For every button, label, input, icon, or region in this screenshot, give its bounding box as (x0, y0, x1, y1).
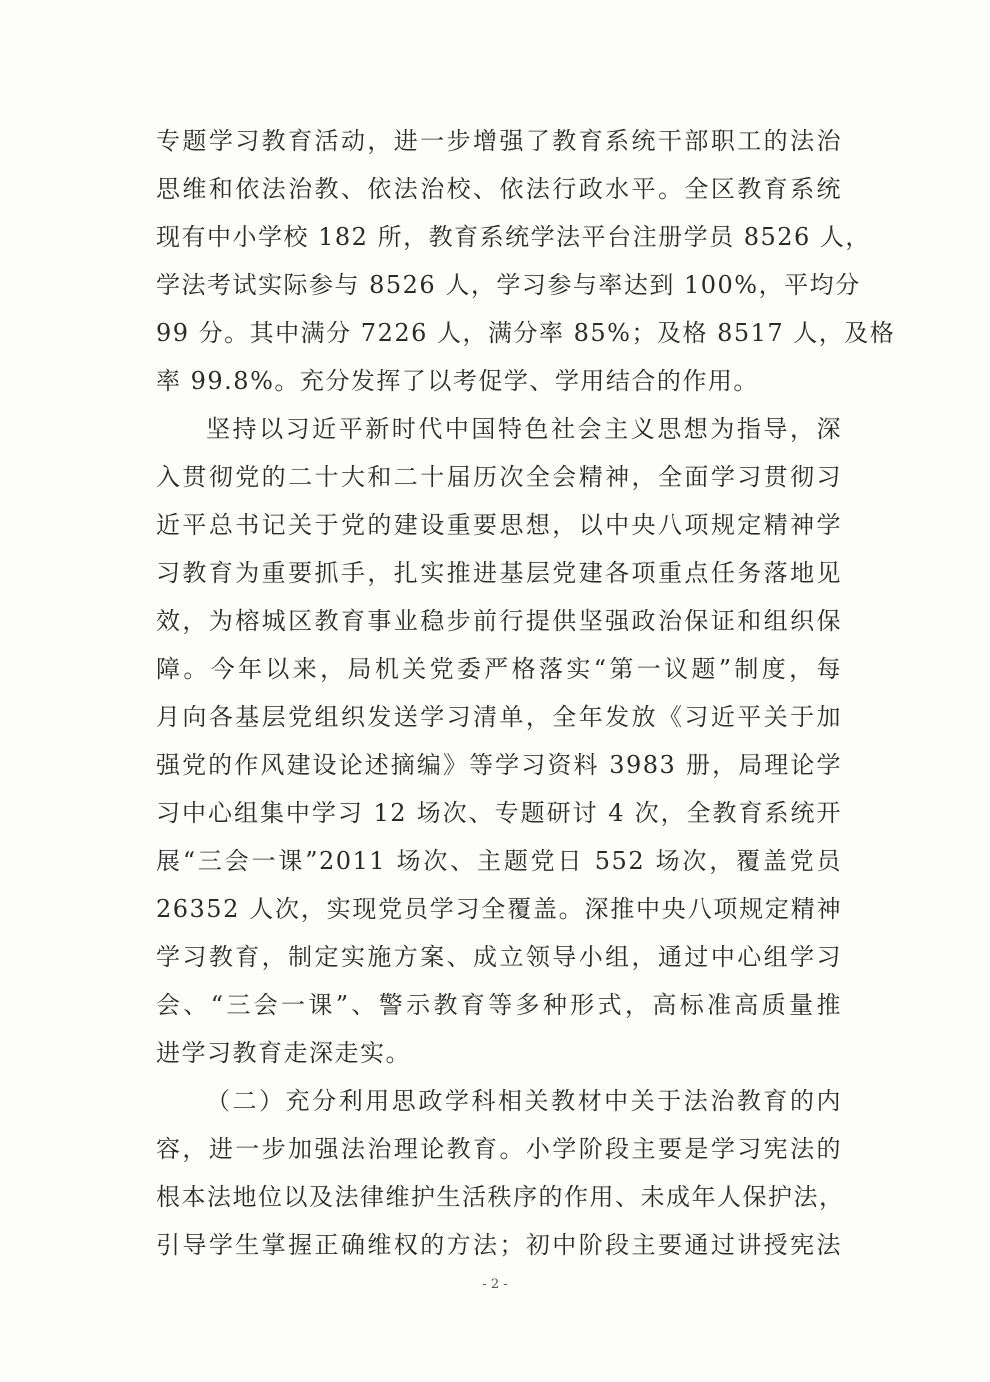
page-number: - 2 - (482, 1277, 508, 1292)
section-heading-line: （二）充分利用思政学科相关教材中关于法治教育的内 (206, 1087, 842, 1115)
text-line: 思维和依法治教、依法治校、依法行政水平。全区教育系统 (156, 175, 842, 203)
text-line: 学法考试实际参与 8526 人，学习参与率达到 100%，平均分 (156, 271, 861, 299)
text-line: 学习教育，制定实施方案、成立领导小组，通过中心组学习 (156, 943, 842, 971)
text-line: 月向各基层党组织发送学习清单，全年发放《习近平关于加 (156, 703, 842, 731)
text-line: 引导学生掌握正确维权的方法；初中阶段主要通过讲授宪法 (156, 1231, 842, 1259)
text-line: 入贯彻党的二十大和二十届历次全会精神，全面学习贯彻习 (156, 463, 842, 491)
text-line: 效，为榕城区教育事业稳步前行提供坚强政治保证和组织保 (156, 607, 842, 635)
text-line: 进学习教育走深走实。 (156, 1039, 411, 1067)
text-line: 展“三会一课”2011 场次、主题党日 552 场次，覆盖党员 (156, 847, 842, 875)
text-line: 强党的作风建设论述摘编》等学习资料 3983 册，局理论学 (156, 751, 842, 779)
text-line: 率 99.8%。充分发挥了以考促学、学用结合的作用。 (156, 367, 759, 395)
text-line: 近平总书记关于党的建设重要思想，以中央八项规定精神学 (156, 511, 842, 539)
text-line: 26352 人次，实现党员学习全覆盖。深推中央八项规定精神 (156, 895, 842, 923)
text-line: 会、“三会一课”、警示教育等多种形式，高标准高质量推 (156, 991, 842, 1019)
text-line: 根本法地位以及法律维护生活秩序的作用、未成年人保护法， (156, 1183, 845, 1211)
text-line: 专题学习教育活动，进一步增强了教育系统干部职工的法治 (156, 127, 842, 155)
text-line: 习中心组集中学习 12 场次、专题研讨 4 次，全教育系统开 (156, 799, 842, 827)
text-line: 容，进一步加强法治理论教育。小学阶段主要是学习宪法的 (156, 1135, 842, 1163)
text-line: 障。今年以来，局机关党委严格落实“第一议题”制度，每 (156, 655, 842, 683)
text-line: 99 分。其中满分 7226 人，满分率 85%；及格 8517 人，及格 (156, 319, 896, 347)
text-line: 习教育为重要抓手，扎实推进基层党建各项重点任务落地见 (156, 559, 842, 587)
paragraph-first-line: 坚持以习近平新时代中国特色社会主义思想为指导，深 (206, 415, 842, 443)
text-line: 现有中小学校 182 所，教育系统学法平台注册学员 8526 人， (156, 223, 871, 251)
